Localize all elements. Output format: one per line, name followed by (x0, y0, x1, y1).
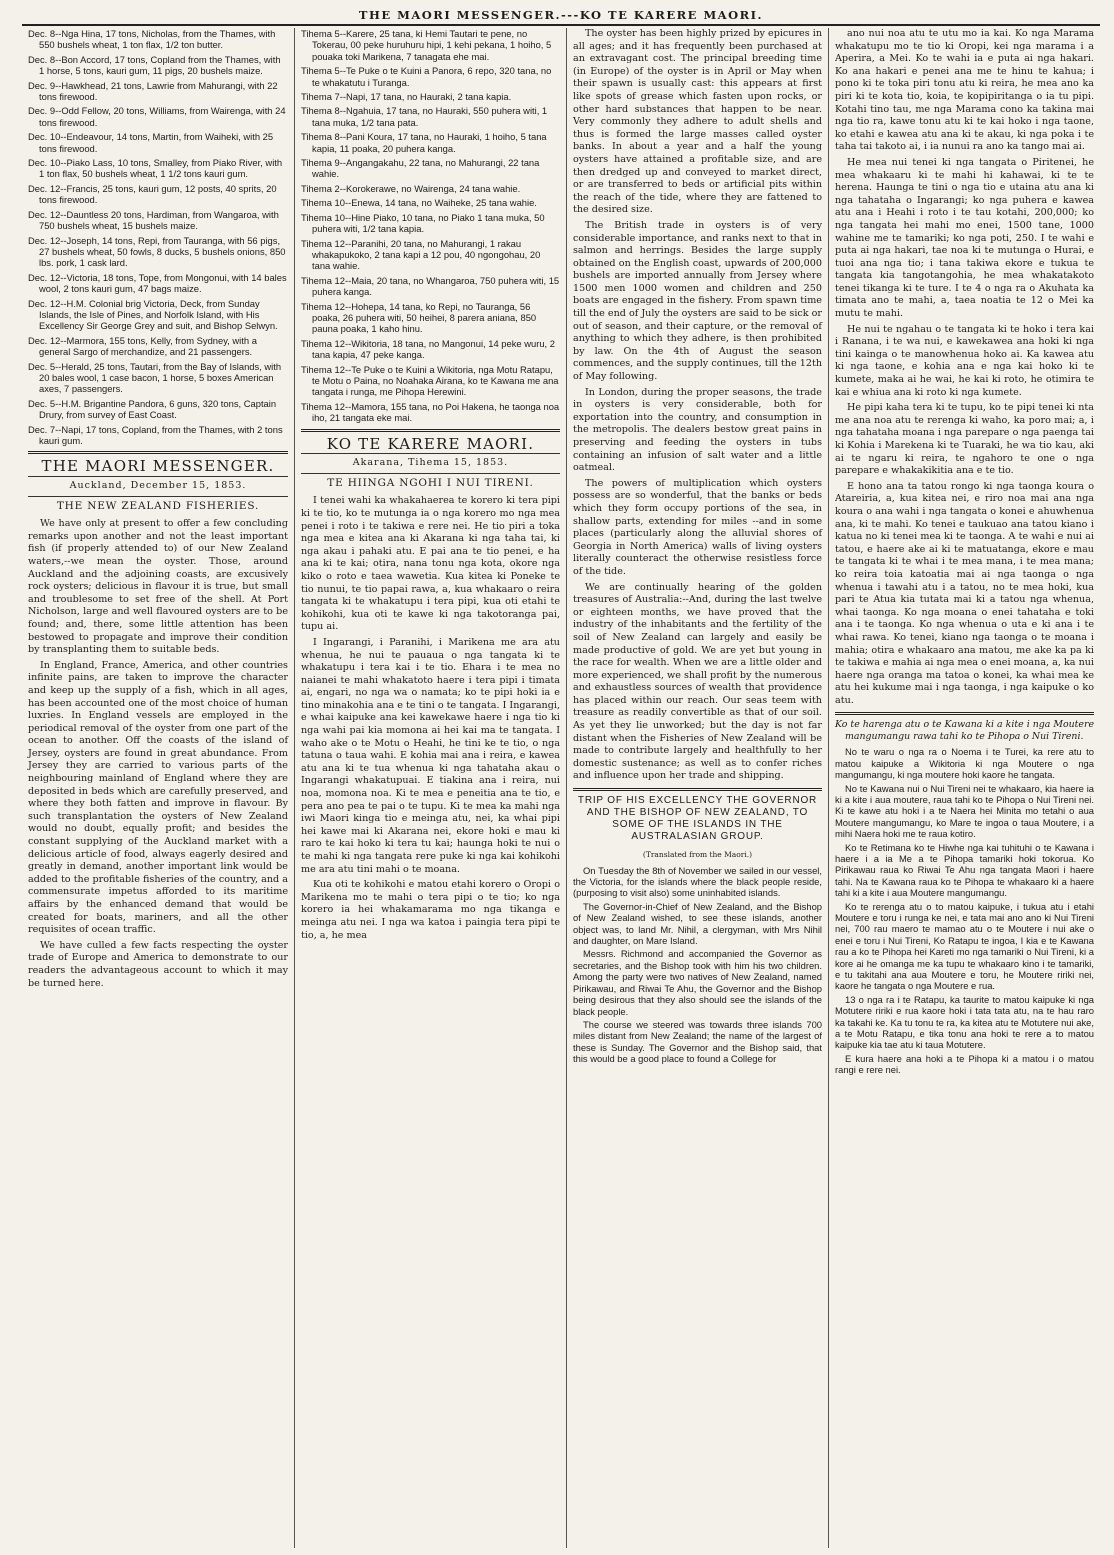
shipping-entry: Tihema 9--Angangakahu, 22 tana, no Mahurangi, 22 tana wahie. (301, 157, 540, 180)
article-title-trip: TRIP OF HIS EXCELLENCY THE GOVERNOR AND THE BISHOP OF NEW ZEALAND, TO SOME OF THE ISLANDS IN THE AUSTRALASIAN GROUP. (577, 795, 818, 843)
shipping-entry: Dec. 9--Odd Fellow, 20 tons, Williams, from Wairenga, with 24 tons firewood. (28, 105, 286, 128)
paragraph: No te Kawana nui o Nui Tireni nei te whakaaro, kia haere ia ki a kite i aua moutere, raua tahi ko te Pihopa o Nui Tireni nei. Ki te kawe atu hoki i a te Naera hei Minita mo tetahi o aua Moutere mangumangu, ko Mare te ingoa o taua Moutere, i a mihi Naera hoki me te raua kotiro. (835, 782, 1094, 840)
column-1 (22, 28, 294, 1548)
divider (301, 453, 560, 454)
shipping-entry: Dec. 12--Francis, 25 tons, kauri gum, 12 posts, 40 sprits, 20 tons firewood. (28, 182, 277, 206)
section-divider (573, 788, 822, 791)
paragraph: The course we steered was towards three islands 700 miles distant from New Zealand; the name of the largest of these is Sunday. The Governor and the Bishop said, that this would be a good place to found a College for (573, 1018, 822, 1065)
shipping-entry: Dec. 12--Victoria, 18 tons, Tope, from Mongonui, with 14 bales wool, 2 tons kauri gum, 47 bags maize. (28, 271, 287, 295)
column-4 (828, 28, 1100, 1548)
translated-note: (Translated from the Maori.) (642, 850, 753, 860)
dateline-mi: Akarana, Tihema 15, 1853. (352, 457, 509, 469)
columns (22, 28, 1100, 1548)
shipping-entry: Tihema 5--Te Puke o te Kuini a Panora, 6 repo, 320 tana, no te whakatutu i Turanga. (301, 65, 552, 88)
paragraph: He nui te ngahau o te tangata ki te hoko i tera kai i Ranana, i te wa nui, e kawekawea ana hoki ki nga tini kainga o te manowhenua hoko ai. Ka kawea atu ki nga taone, e kohia ana e nga kai hoko ki te kumete, maka ai he wai, he kai ki roto, he otimira te kai e whiua ana ki roto ki nga kumete. (835, 323, 1094, 398)
shipping-entry: Tihema 8--Ngahuia, 17 tana, no Hauraki, 550 puhera witi, 1 tana muka, 1/2 tana pata. (301, 105, 548, 128)
paragraph: Ko te rerenga atu o to matou kaipuke, i tukua atu i etahi Moutere e toru i runga ke nei, e tata mai ano ano ki Nui Tireni nei, 700 rau maero te mamao atu o te Moutere i nui ake o enei e toru i Nui Tireni, Ko Ratapu te ingoa, I kia e te Kawana rau a ko te Pihopa hei Kareti mo nga tamariki o Nui Tireni, ki a kore ai he omanga me ka tupu te whakaaro kino i te tamariki, e tu takitahi ana aua Moutere e toru, he Moutere ririki nei, kaore he tangata o nga Moutere e rua. (835, 900, 1094, 992)
paragraph: No te waru o nga ra o Noema i te Turei, ka rere atu to matou kaipuke a Wikitoria ki nga Moutere o nga mangumangu, ki nga moutere hoki kaore he tangata. (835, 746, 1094, 781)
dateline-en: Auckland, December 15, 1853. (69, 480, 247, 491)
divider (28, 476, 288, 477)
paragraph: Messrs. Richmond and accompanied the Governor as secretaries, and the Bishop took with him his two children. Among the party were two natives of New Zealand, named Pirikawau, and Riwai Te Ahu, the Governor and the Bishop being desirous that they also should see the islands of the black people. (573, 948, 822, 1017)
shipping-entry: Tihema 8--Pani Koura, 17 tana, no Hauraki, 1 hoiho, 5 tana kapia, 11 poaka, 20 puhera kanga. (301, 131, 547, 154)
head-rule (22, 24, 1100, 26)
article-harenga-body (835, 746, 1094, 1075)
article-oyster-body (573, 28, 822, 783)
paragraph: We have only at present to offer a few concluding remarks upon another and not the least important fish (if properly attended to) of our New Zealand waters,--we mean the oyster. Those, around Auckland and the adjoining coasts, are excusively rock oysters; delicious in flavour it is true, but small and troublesome to set free of the shell. At Port Nicholson, large and well flavoured oysters are to be found; and, there, some little attention has been bestowed to propagate and improve their condition by transplanting them to suitable beds. (28, 518, 288, 656)
shipping-entry: Dec. 12--Joseph, 14 tons, Repi, from Tauranga, with 56 pigs, 27 bushels wheat, 50 fowls, 8 ducks, 5 bushels onions, 850 lbs. pork, 1 cask lard. (28, 234, 286, 269)
shipping-entry: Tihema 12--Mamora, 155 tana, no Poi Hakena, he taonga noa iho, 21 tangata eke mai. (301, 400, 560, 424)
paragraph: Ko te Retimana ko te Hiwhe nga kai tuhituhi o te Kawana i haere i a ia Me a te Pihopa tamariki hoki tokorua. Ko Pirikawau raua ko Riwai Te Ahu nga tangata Maori i haere tahi. Na te Kawana raua ko te Pihopa te whakaaro ki a haere tahi ki a kite i aua Moutere mangumangu. (835, 841, 1094, 899)
shipping-entry: Tihema 10--Enewa, 14 tana, no Waiheke, 25 tana wahie. (301, 197, 537, 209)
column-2 (294, 28, 566, 1548)
shipping-entry: Tihema 12--Maia, 20 tana, no Whangaroa, 750 puhera witi, 15 puhera kanga. (301, 274, 560, 298)
shipping-entry: Tihema 12--Wikitoria, 18 tana, no Mangonui, 14 peke wuru, 2 tana kapia, 47 peke kanga. (301, 337, 555, 361)
shipping-entry: Dec. 10--Endeavour, 14 tons, Martin, from Waiheki, with 25 tons firewood. (28, 131, 274, 154)
shipping-entry: Tihema 5--Karere, 25 tana, ki Hemi Tautari te pene, no Tokerau, 00 peke huruhuru hipi, 1 kehi pekana, 1 hoiho, 5 pouaka toki Marikena, 7 tanagata ehe mai. (301, 28, 552, 62)
shipping-entry: Dec. 7--Napi, 17 tons, Copland, from the Thames, with 2 tons kauri gum. (28, 423, 283, 446)
section-divider (301, 429, 560, 432)
running-head: THE MAORI MESSENGER.---KO TE KARERE MAORI. (358, 8, 764, 22)
paragraph: I Ingarangi, i Paranihi, i Marikena me ara atu whenua, he nui te pauaua o nga tangata ki te whakatupu i tera kai i te tio. Ehara i te mea no naianei te mahi whakatoto haere i tera pipi i timata ai, engari, no nga wa o namata; ko te pipi hoki ia e tino minakohia ana e te tini o te tangata. I Ingarangi, e whai kaipuke ana kei kawekawe haere i nga tio ki nga wahi pai kia momona ai hei kai ma te tangata. I waho ake o te Motu o Heahi, he tini ke te tio, o nga tatuna o taua wahi. E kohia mai ana i reira, e kawea atu ana ki te tua whenua ki nga tahataha akau o Ingarangi whakatupuai. E tiakina ana i reira, nui noa, momona noa. Ki te mea e peneitia ana te tio, e pera ano pea te pai o te tupu. Ki te mea ka mahi nga iwi Maori kinga tio e meinga atu, nei, ka whai pipi hei kawe mai ki Akarana nei, ekore hoki e mau ki raro te kai hoko ki tera tu kai; haunga hoki te nui o te mahi ki nga tangata rere puke ki nga kai kohikohi me ara atu tini mahi o te moana. (301, 636, 560, 875)
shipping-entry: Tihema 12--Te Puke o te Kuini a Wikitoria, nga Motu Ratapu, te Motu o Paina, no Noahaka Airana, ko te Kawana me ana tangata i runga, me Pihopa Herewini. (301, 363, 559, 398)
paragraph: The British trade in oysters is of very considerable importance, and ranks next to that in salmon and herrings. Besides the large supply obtained on the English coast, upwards of 200,000 bushels are imported annually from Jersey where 1500 men 1000 women and children and 250 boats are engaged in the fishery. From spawn time till the end of July the oysters are said to be sick or out of season, and their capture, or the removal of anything to which they adhere, is then prohibited by law. On the 4th of August the season commences, and the supply continues, till the 12th of May following. (573, 219, 822, 383)
shipping-entry: Tihema 12--Hohepa, 14 tana, ko Repi, no Tauranga, 56 poaka, 26 puhera witi, 50 heihei, 8 parera aniana, 850 pauna poaka, 1 kaho hinu. (301, 300, 537, 335)
shipping-entry: Tihema 7--Napi, 17 tana, no Hauraki, 2 tana kapia. (301, 91, 512, 103)
column-3 (566, 28, 828, 1548)
paragraph: ano nui noa atu te utu mo ia kai. Ko nga Marama whakatupu mo te tio ki Oropi, kei nga marama i a Aperira, a Mei. Ko te wahi ia e puta ai nga hakari. Ko ana hakari e penei ana me te hinu te kahua; i pono ki te toka piri tonu atu ki reira, he mea ano ka piri ki te kota tio, koia, te kopipiritanga o ia tu pipi. Kotahi tino tau, me nga Marama cono ka takina mai nga tio ra, kawe tonu atu ki te kai hoko i nga taone, ko etahi e kawea atu ana ki te akau, ki nga poka i te taha tai takoto ai, i ia nunui ra ano ka tango mai ai. (835, 28, 1094, 153)
paragraph: Kua oti te kohikohi e matou etahi korero o Oropi o Marikena mo te mahi o tera pipi o te tio; ko nga korero ia hei whakamarama mo nga tikanga e meinga atu nei. I nga wa katoa i paingia tera pipi te tio, a, he mea (301, 879, 560, 941)
paragraph: The oyster has been highly prized by epicures in all ages; and it has frequently been purchased at an extravagant cost. The principal breeding time (in Europe) of the oyster is in April or May when their spawn is usually cast: this appears at first like spots of grease which fasten upon rocks, or other hard substances that happen to be near. Very commonly they adhere to adult shells and thus is formed the large masses called oyster banks. In about a year and a half the young oysters have attained a profitable size, and are then dredged up and conveyed to market direct, or are transferred to beds or artificial pits within the reach of the tide, where they are fattened to the desired size. (573, 28, 822, 216)
article-title-fisheries: THE NEW ZEALAND FISHERIES. (56, 499, 260, 512)
divider (301, 473, 560, 474)
shipping-entry: Dec. 12--Marmora, 155 tons, Kelly, from Sydney, with a general Sargo of merchandize, and 21 passengers. (28, 334, 257, 358)
paragraph: We have culled a few facts respecting the oyster trade of Europe and America to demonstrate to our readers the advantageous account to which it may be turned here. (28, 939, 288, 989)
paragraph: 13 o nga ra i te Ratapu, ka taurite to matou kaipuke ki nga Motutere ririki e rua kaore hoki i tata tata atu, na te hau raro ka takahi ke. Ka tu tonu te ra, ka kitea atu te Motutere nui ake, a te Motu Ratapu, e tika tonu ana hoki te rere a to matou kaipuke kia tae atu ki taua Motutere. (835, 993, 1094, 1051)
paragraph: He mea nui tenei ki nga tangata o Piritenei, he mea whakaaru ki te mahi hi kahawai, ki te te herena. Haunga te tini o nga tio e utaina atu ana ki nga tahataha o Ingarangi; ko nga puhera e kawea atu ana i Heahi i roto i te tau kotahi, 200,000; ko nga tangata hei mahi mo enei, 1500 tane, 1000 wahine me te tamariki; ko nga poti, 250. I te wahi e puta ai nga hakari, tae noa ki te mutunga o Hurai, e tuoi ana nga tio; i tana takiwa ekore e tukua te tangata kia tangotangohia, he mea whakatakoto tenei tikanga ki te ture. I te 4 o nga ra o Akuhata ka timata ano te mahi, a, taea noatia te 12 o Mei ka mutu te mahi. (835, 156, 1094, 320)
shipping-entry: Tihema 10--Hine Piako, 10 tana, no Piako 1 tana muka, 50 puhera witi, 1/2 tana kapia. (301, 211, 545, 235)
masthead-mi: KO TE KARERE MAORI. (326, 434, 535, 453)
section-divider (28, 451, 288, 454)
article-trip-body (573, 865, 822, 1065)
shipping-list-mi (301, 28, 560, 424)
paragraph: He pipi kaha tera ki te tupu, ko te pipi tenei ki nta me ana noa atu te rerenga ki waho, ka poro mai; a, i nga tahataha moana i nga parepare o nga paenga tai ki Kohia i Marekena ki te Tuaraki, he wa tio kau, aki ai te ngaru ki reira, te ngahoro te one o nga parepare e whakakikitia ana e te tio. (835, 402, 1094, 477)
shipping-entry: Dec. 12--H.M. Colonial brig Victoria, Deck, from Sunday Islands, the Isle of Pines, and Norfolk Island, with His Excellency Sir George Grey and suit, and Bishop Selwyn. (28, 297, 278, 332)
paragraph: E kura haere ana hoki a te Pihopa ki a matou i o matou rangi e rere nei. (835, 1052, 1094, 1076)
shipping-list-en (28, 28, 288, 446)
shipping-entry: Dec. 12--Dauntless 20 tons, Hardiman, from Wangaroa, with 750 bushels wheat, 15 bushels maize. (28, 208, 279, 232)
article-title-hinga: TE HIINGA NGOHI I NUI TIRENI. (327, 476, 534, 489)
article-continued-mi (835, 28, 1094, 707)
shipping-entry: Dec. 8--Nga Hina, 17 tons, Nicholas, from the Thames, with 550 bushels wheat, 1 ton flax, 1/2 ton butter. (28, 28, 276, 51)
paragraph: In England, France, America, and other countries infinite pains, are taken to improve the character and keep up the supply of a fish, which in all ages, has been accounted one of the most choice of human luxries. In England vessels are employed in the periodical removal of the oyster from one part of the ocean to another. Off the coasts of the island of Jersey, oysters are found in great abundance. From Jersey they are carried to various parts of the neighbouring mainland of England where they are deposited in beds which are carefully preserved, and where they both fatten and improve in flavour. By such transplantation the oysters of New Zealand would no doubt, equally profit; and besides the constant supplying of the Auckland market with a delicious article of food, always eagerly desired and greatly in demand, another important link would be added to the profitable fisheries of the country, and a commensurate impetus afforded to its maritime affairs by the enhanced demand that would be created for boats, mariners, and all the other requisites of ocean traffic. (28, 659, 288, 936)
paragraph: The Governor-in-Chief of New Zealand, and the Bishop of New Zealand wished, to see these islands, another object was, to land Mr. Nihil, a clergyman, with Mrs Nihil and daughter, on Mare Island. (573, 900, 822, 947)
article-title-harenga: Ko te harenga atu o te Kawana ki a kite i nga Moutere mangumangu rawa tahi ko te Pihopa o Nui Tireni. (835, 719, 1094, 742)
paragraph: The powers of multiplication which oysters possess are so wonderful, that the banks or beds which they form occupy portions of the sea, in shallow parts, extending for miles --and in some places (particularly along the alluvial shores of Georgia in North America) walls of living oysters literally counteract the otherwise resistless force of the tide. (573, 477, 822, 577)
paragraph: I tenei wahi ka whakahaerea te korero ki tera pipi ki te tio, ko te mutunga ia o nga korero mo nga mea penei i roto i te takiwa e rere nei. He tio piri a toka nga mea e kitea ana ki Akarana ki nga taha tai, ki nga akau i pahaki atu. E pai ana te tio penei, e ha ana ki te kai; otira, nana tonu nga kota, okore nga kiko o roto e taea wawetia. Kua kitea ki Poneke te tio nunui, te tio papai rawa, a, kua whakaaro o reira tangata ki te whakatupu i tera pipi, kua oti etahi te kohikohi, kua oti te kawe ki nga takotoranga pai, tupu ai. (301, 495, 560, 633)
shipping-entry: Dec. 10--Piako Lass, 10 tons, Smalley, from Piako River, with 1 ton flax, 50 bushels wheat, 1 1/2 tons kauri gum. (28, 157, 283, 180)
shipping-entry: Dec. 8--Bon Accord, 17 tons, Copland from the Thames, with 1 horse, 5 tons, kauri gum, 11 pigs, 20 bushels maize. (28, 53, 281, 77)
shipping-entry: Tihema 12--Paranihi, 20 tana, no Mahurangi, 1 rakau whakapukoko, 2 tana kapi a 12 pou, 40 ngongohau, 20 tana wahie. (301, 237, 541, 272)
paragraph: E hono ana ta tatou rongo ki nga taonga koura o Atareiria, a, kua kitea nei, e riro noa mai ana nga koura o ana wahi i nga tangata o konei e ahuwhenua ana, ki te mahi. Ko tenei e taukuao ana tatou kiano i katua no ki tenei mea ki te taonga. A te wahi e nui ai tatou, e haere ake ai ki te matuatanga, ekore e mau te tangata ki te whai i te mea mana, i te mea mana; ko reira toia katoatia mai ai nga taonga o nga whenua i tawahi atu i a tatou, no te mea hoki, kua pari te Atua kia tutata mai ki a tatou nga whenua, whai taonga. Ko nga moana o enei tahataha e toki ana i te taonga. Ko nga whenua o uta e ki ana i te whai rawa. Ko tenei, kiano nga taonga o te moana i mahia; otira e whakaaro ana matou, me ake ka pa ki te takiwa e mahia ai nga mea o enei moana, a, ka nui haere nga oranga ma tatoa o konei, ka whai mea ke atu hei kukume mai i nga taonga, i nga kaipuke o ko atu. (835, 480, 1094, 706)
shipping-entry: Dec. 5--Herald, 25 tons, Tautari, from the Bay of Islands, with 20 bales wool, 1 case bacon, 1 horse, 5 boxes American axes, 7 passengers. (28, 360, 282, 395)
paragraph: On Tuesday the 8th of November we sailed in our vessel, the Victoria, for the islands where the black people reside, (purposing to visit also) some uninhabited islands. (573, 864, 822, 899)
article-fisheries-body (28, 518, 288, 990)
divider (28, 496, 288, 497)
paragraph: In London, during the proper seasons, the trade in oysters is very considerable, both for exportation into the country, and consumption in the metropolis. The dealers bestow great pains in preserving and feeding the oysters in tubs containing an infusion of salt water and a little oatmeal. (573, 386, 822, 474)
section-divider (835, 712, 1094, 715)
shipping-entry: Dec. 9--Hawkhead, 21 tons, Lawrie from Mahurangi, with 22 tons firewood. (28, 79, 278, 103)
shipping-entry: Dec. 5--H.M. Brigantine Pandora, 6 guns, 320 tons, Captain Drury, from survey of East Coast. (28, 397, 277, 421)
shipping-entry: Tihema 2--Korokerawe, no Wairenga, 24 tana wahie. (301, 182, 521, 194)
masthead-en: THE MAORI MESSENGER. (41, 457, 275, 476)
paragraph: We are continually hearing of the golden treasures of Australia:--And, during the last twelve or eighteen months, we have proved that the industry of the inhabitants and the fertility of the soil of New Zealand can largely and easily be made productive of gold. We are yet but young in the race for wealth. When we are a little older and more experienced, we shall profit by the numerous and exhaustless sources of wealth that providence has placed within our reach. Our seas teem with treasure as readily convertible as that of our soil. As yet they lie unworked; but the day is not far distant when the Fisheries of New Zealand will be made to contribute largely and healthfully to her domestic sustenance; as well as to confer riches and influence upon her trade and shipping. (573, 581, 822, 782)
article-hinga-body (301, 495, 560, 942)
